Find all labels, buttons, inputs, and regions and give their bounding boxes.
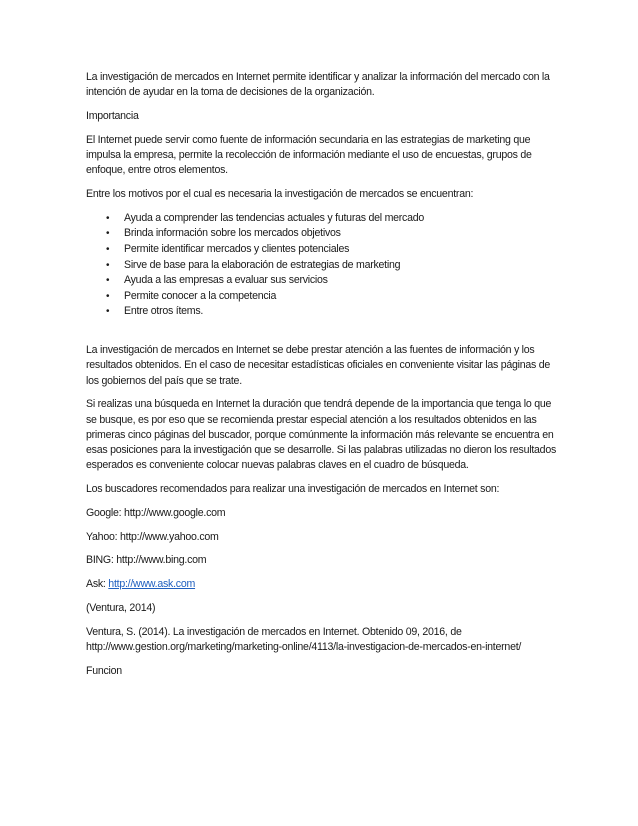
ask-link[interactable]: http://www.ask.com bbox=[108, 578, 196, 591]
busqueda-paragraph: Si realizas una búsqueda en Internet la duración que tendrá depende de la importancia que tenga lo que se busque, es por eso que se recomienda prestar especial atención a los resultados obtenidos en las primeras cinco páginas del buscador, porque comúnmente la información más relevante se encuentra en esas posiciones para la investigación que se desarrolle. Si las palabras utilizadas no dieron los resultados esperados es conveniente colocar nuevas palabras claves en el cuadro de búsqueda. bbox=[86, 398, 557, 472]
bullet-icon: • bbox=[106, 212, 110, 224]
reference: Ventura, S. (2014). La investigación de mercados en Internet. Obtenido 09, 2016, de http://www.gestion.org/marketing/marketing-online/4113/la-investigacion-de-mercados-en-internet/ bbox=[86, 625, 522, 653]
bullet-icon: • bbox=[106, 259, 110, 271]
ask-label: Ask: bbox=[86, 578, 109, 591]
bullet-icon: • bbox=[106, 306, 110, 318]
funcion-heading: Funcion bbox=[86, 664, 122, 677]
buscadores-intro-paragraph: Los buscadores recomendados para realizar una investigación de mercados en Internet son: bbox=[86, 482, 500, 495]
list-item bbox=[86, 273, 562, 288]
list-item-text: Sirve de base para la elaboración de estrategias de marketing bbox=[124, 258, 401, 271]
ask-line bbox=[86, 577, 562, 592]
list-item bbox=[86, 258, 562, 273]
motivos-intro-paragraph: Entre los motivos por el cual es necesaria la investigación de mercados se encuentran: bbox=[86, 188, 474, 200]
citation: (Ventura, 2014) bbox=[86, 601, 156, 614]
list-item-text: Ayuda a comprender las tendencias actuales y futuras del mercado bbox=[124, 211, 425, 224]
importancia-paragraph: El Internet puede servir como fuente de información secundaria en las estrategias de marketing que impulsa la empresa, permite la recolección de información mediante el uso de encuestas, grupos de enfoque, entre otros elementos. bbox=[86, 133, 532, 177]
list-item bbox=[86, 211, 562, 226]
list-item bbox=[86, 289, 562, 304]
list-item-text: Permite identificar mercados y clientes potenciales bbox=[124, 242, 350, 255]
bullet-icon: • bbox=[106, 243, 110, 255]
list-item-text: Ayuda a las empresas a evaluar sus servicios bbox=[124, 274, 328, 287]
document-page bbox=[86, 70, 562, 688]
list-item bbox=[86, 242, 562, 257]
list-item bbox=[86, 304, 562, 319]
blank-line bbox=[86, 328, 562, 343]
yahoo-line: Yahoo: http://www.yahoo.com bbox=[86, 530, 219, 543]
fuentes-paragraph: La investigación de mercados en Internet se debe prestar atención a las fuentes de información y los resultados obtenidos. En el caso de necesitar estadísticas oficiales en conveniente visitar las páginas de los gobiernos del país que se trate. bbox=[86, 344, 551, 387]
list-item-text: Permite conocer a la competencia bbox=[124, 289, 277, 302]
intro-paragraph: La investigación de mercados en Internet permite identificar y analizar la información del mercado con la intención de ayudar en la toma de decisiones de la organización. bbox=[86, 71, 550, 99]
motivos-list bbox=[86, 211, 562, 320]
list-item bbox=[86, 226, 562, 241]
list-item-text: Entre otros ítems. bbox=[124, 305, 204, 318]
bullet-icon: • bbox=[106, 290, 110, 302]
importancia-heading: Importancia bbox=[86, 110, 139, 122]
bullet-icon: • bbox=[106, 228, 110, 240]
google-line: Google: http://www.google.com bbox=[86, 506, 226, 519]
list-item-text: Brinda información sobre los mercados objetivos bbox=[124, 227, 341, 240]
bing-line: BING: http://www.bing.com bbox=[86, 554, 207, 567]
bullet-icon: • bbox=[106, 275, 110, 287]
